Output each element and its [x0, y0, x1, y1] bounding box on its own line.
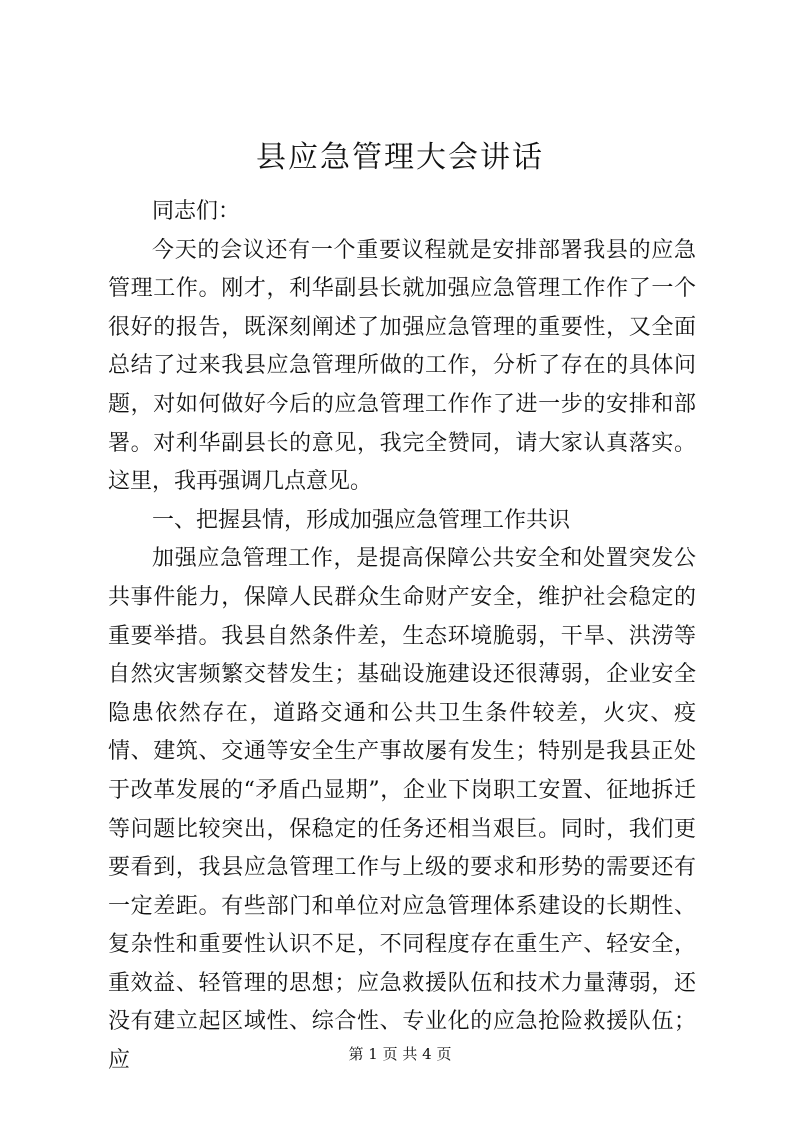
body-paragraph: 加强应急管理工作，是提高保障公共安全和处置突发公共事件能力，保障人民群众生命财产安全，维护社会稳定的重要举措。我县自然条件差，生态环境脆弱，干旱、洪涝等自然灾害频繁交替发生；基础设施建设还很薄弱，企业安全隐患依然存在，道路交通和公共卫生条件较差，火灾、疫情、建筑、交通等安全生产事故屡有发生；特别是我县正处于改革发展的“矛盾凸显期”，企业下岗职工安置、征地拆迁等问题比较突出，保稳定的任务还相当艰巨。同时，我们更要看到，我县应急管理工作与上级的要求和形势的需要还有一定差距。有些部门和单位对应急管理体系建设的长期性、复杂性和重要性认识不足，不同程度存在重生产、轻安全，重效益、轻管理的思想；应急救援队伍和技术力量薄弱，还没有建立起区域性、综合性、专业化的应急抢险救援队伍；应 [108, 546, 696, 1074]
document-body [108, 193, 696, 1081]
salutation-paragraph: 同志们： [152, 199, 241, 224]
page-footer: 第 1 页 共 4 页 [348, 1045, 452, 1063]
document-title: 县应急管理大会讲话 [256, 140, 544, 175]
body-paragraph: 今天的会议还有一个重要议程就是安排部署我县的应急管理工作。刚才，利华副县长就加强应急管理工作作了一个很好的报告，既深刻阐述了加强应急管理的重要性，又全面总结了过来我县应急管理所做的工作，分析了存在的具体问题，对如何做好今后的应急管理工作作了进一步的安排和部署。对利华副县长的意见，我完全赞同，请大家认真落实。这里，我再强调几点意见。 [108, 237, 696, 495]
section-heading: 一、把握县情，形成加强应急管理工作共识 [152, 507, 571, 533]
